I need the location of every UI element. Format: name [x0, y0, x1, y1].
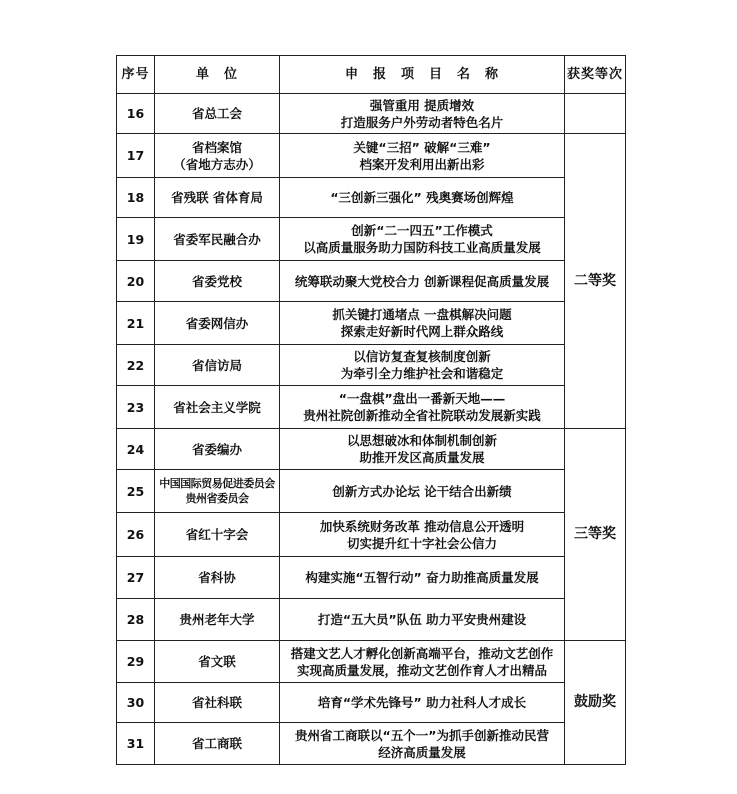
row-unit: 省社会主义学院	[155, 386, 280, 429]
row-unit: 省委网信办	[155, 302, 280, 345]
award-cell-empty	[565, 94, 626, 134]
row-project: 创新“二一四五”工作模式 以高质量服务助力国防科技工业高质量发展	[280, 218, 565, 261]
award-third-prize: 三等奖	[565, 429, 626, 641]
award-second-prize: 二等奖	[565, 134, 626, 429]
row-project: 创新方式办论坛 论干结合出新绩	[280, 470, 565, 513]
row-unit: 省委军民融合办	[155, 218, 280, 261]
table-row	[117, 513, 626, 557]
row-unit: 省红十字会	[155, 513, 280, 557]
row-no: 18	[117, 178, 155, 218]
row-project: 构建实施“五智行动” 奋力助推高质量发展	[280, 557, 565, 599]
row-unit: 省社科联	[155, 683, 280, 723]
header-unit: 单 位	[155, 56, 280, 94]
row-unit: 省残联 省体育局	[155, 178, 280, 218]
row-no: 30	[117, 683, 155, 723]
row-unit: 省总工会	[155, 94, 280, 134]
row-project: “一盘棋”盘出一番新天地—— 贵州社院创新推动全省社院联动发展新实践	[280, 386, 565, 429]
table-row	[117, 386, 626, 429]
row-unit: 省工商联	[155, 723, 280, 765]
row-no: 31	[117, 723, 155, 765]
table-row	[117, 429, 626, 470]
table-row	[117, 557, 626, 599]
row-project: 培育“学术先锋号” 助力社科人才成长	[280, 683, 565, 723]
table-row	[117, 470, 626, 513]
award-encouragement-prize: 鼓励奖	[565, 641, 626, 765]
row-no: 29	[117, 641, 155, 683]
table-row	[117, 599, 626, 641]
awards-table	[116, 55, 626, 765]
row-project: 统筹联动聚大党校合力 创新课程促高质量发展	[280, 261, 565, 302]
table-row	[117, 345, 626, 386]
row-project: 搭建文艺人才孵化创新高端平台，推动文艺创作 实现高质量发展，推动文艺创作育人才出精品	[280, 641, 565, 683]
table-row	[117, 134, 626, 178]
row-unit: 中国国际贸易促进委员会 贵州省委员会	[155, 470, 280, 513]
row-no: 21	[117, 302, 155, 345]
header-no: 序号	[117, 56, 155, 94]
row-project: 关键“三招” 破解“三难” 档案开发利用出新出彩	[280, 134, 565, 178]
row-unit: 省委编办	[155, 429, 280, 470]
table-row	[117, 723, 626, 765]
table-row	[117, 178, 626, 218]
row-no: 20	[117, 261, 155, 302]
row-unit: 省档案馆 （省地方志办）	[155, 134, 280, 178]
table-row	[117, 218, 626, 261]
row-no: 23	[117, 386, 155, 429]
row-project: 强管重用 提质增效 打造服务户外劳动者特色名片	[280, 94, 565, 134]
row-no: 25	[117, 470, 155, 513]
row-no: 17	[117, 134, 155, 178]
row-project: 抓关键打通堵点 一盘棋解决问题 探索走好新时代网上群众路线	[280, 302, 565, 345]
header-row	[117, 56, 626, 94]
row-unit: 省信访局	[155, 345, 280, 386]
row-no: 24	[117, 429, 155, 470]
table-row	[117, 683, 626, 723]
row-unit: 省文联	[155, 641, 280, 683]
table-row	[117, 94, 626, 134]
row-project: “三创新三强化” 残奥赛场创辉煌	[280, 178, 565, 218]
row-unit: 省委党校	[155, 261, 280, 302]
row-no: 26	[117, 513, 155, 557]
row-project: 以信访复查复核制度创新 为牵引全力维护社会和谐稳定	[280, 345, 565, 386]
header-project: 申 报 项 目 名 称	[280, 56, 565, 94]
row-no: 28	[117, 599, 155, 641]
row-unit: 贵州老年大学	[155, 599, 280, 641]
table-row	[117, 261, 626, 302]
row-no: 19	[117, 218, 155, 261]
row-project: 加快系统财务改革 推动信息公开透明 切实提升红十字社会公信力	[280, 513, 565, 557]
row-no: 16	[117, 94, 155, 134]
row-project: 打造“五大员”队伍 助力平安贵州建设	[280, 599, 565, 641]
row-no: 22	[117, 345, 155, 386]
table-row	[117, 641, 626, 683]
header-award: 获奖等次	[565, 56, 626, 94]
row-project: 以思想破冰和体制机制创新 助推开发区高质量发展	[280, 429, 565, 470]
row-project: 贵州省工商联以“五个一”为抓手创新推动民营 经济高质量发展	[280, 723, 565, 765]
row-no: 27	[117, 557, 155, 599]
table-row	[117, 302, 626, 345]
row-unit: 省科协	[155, 557, 280, 599]
